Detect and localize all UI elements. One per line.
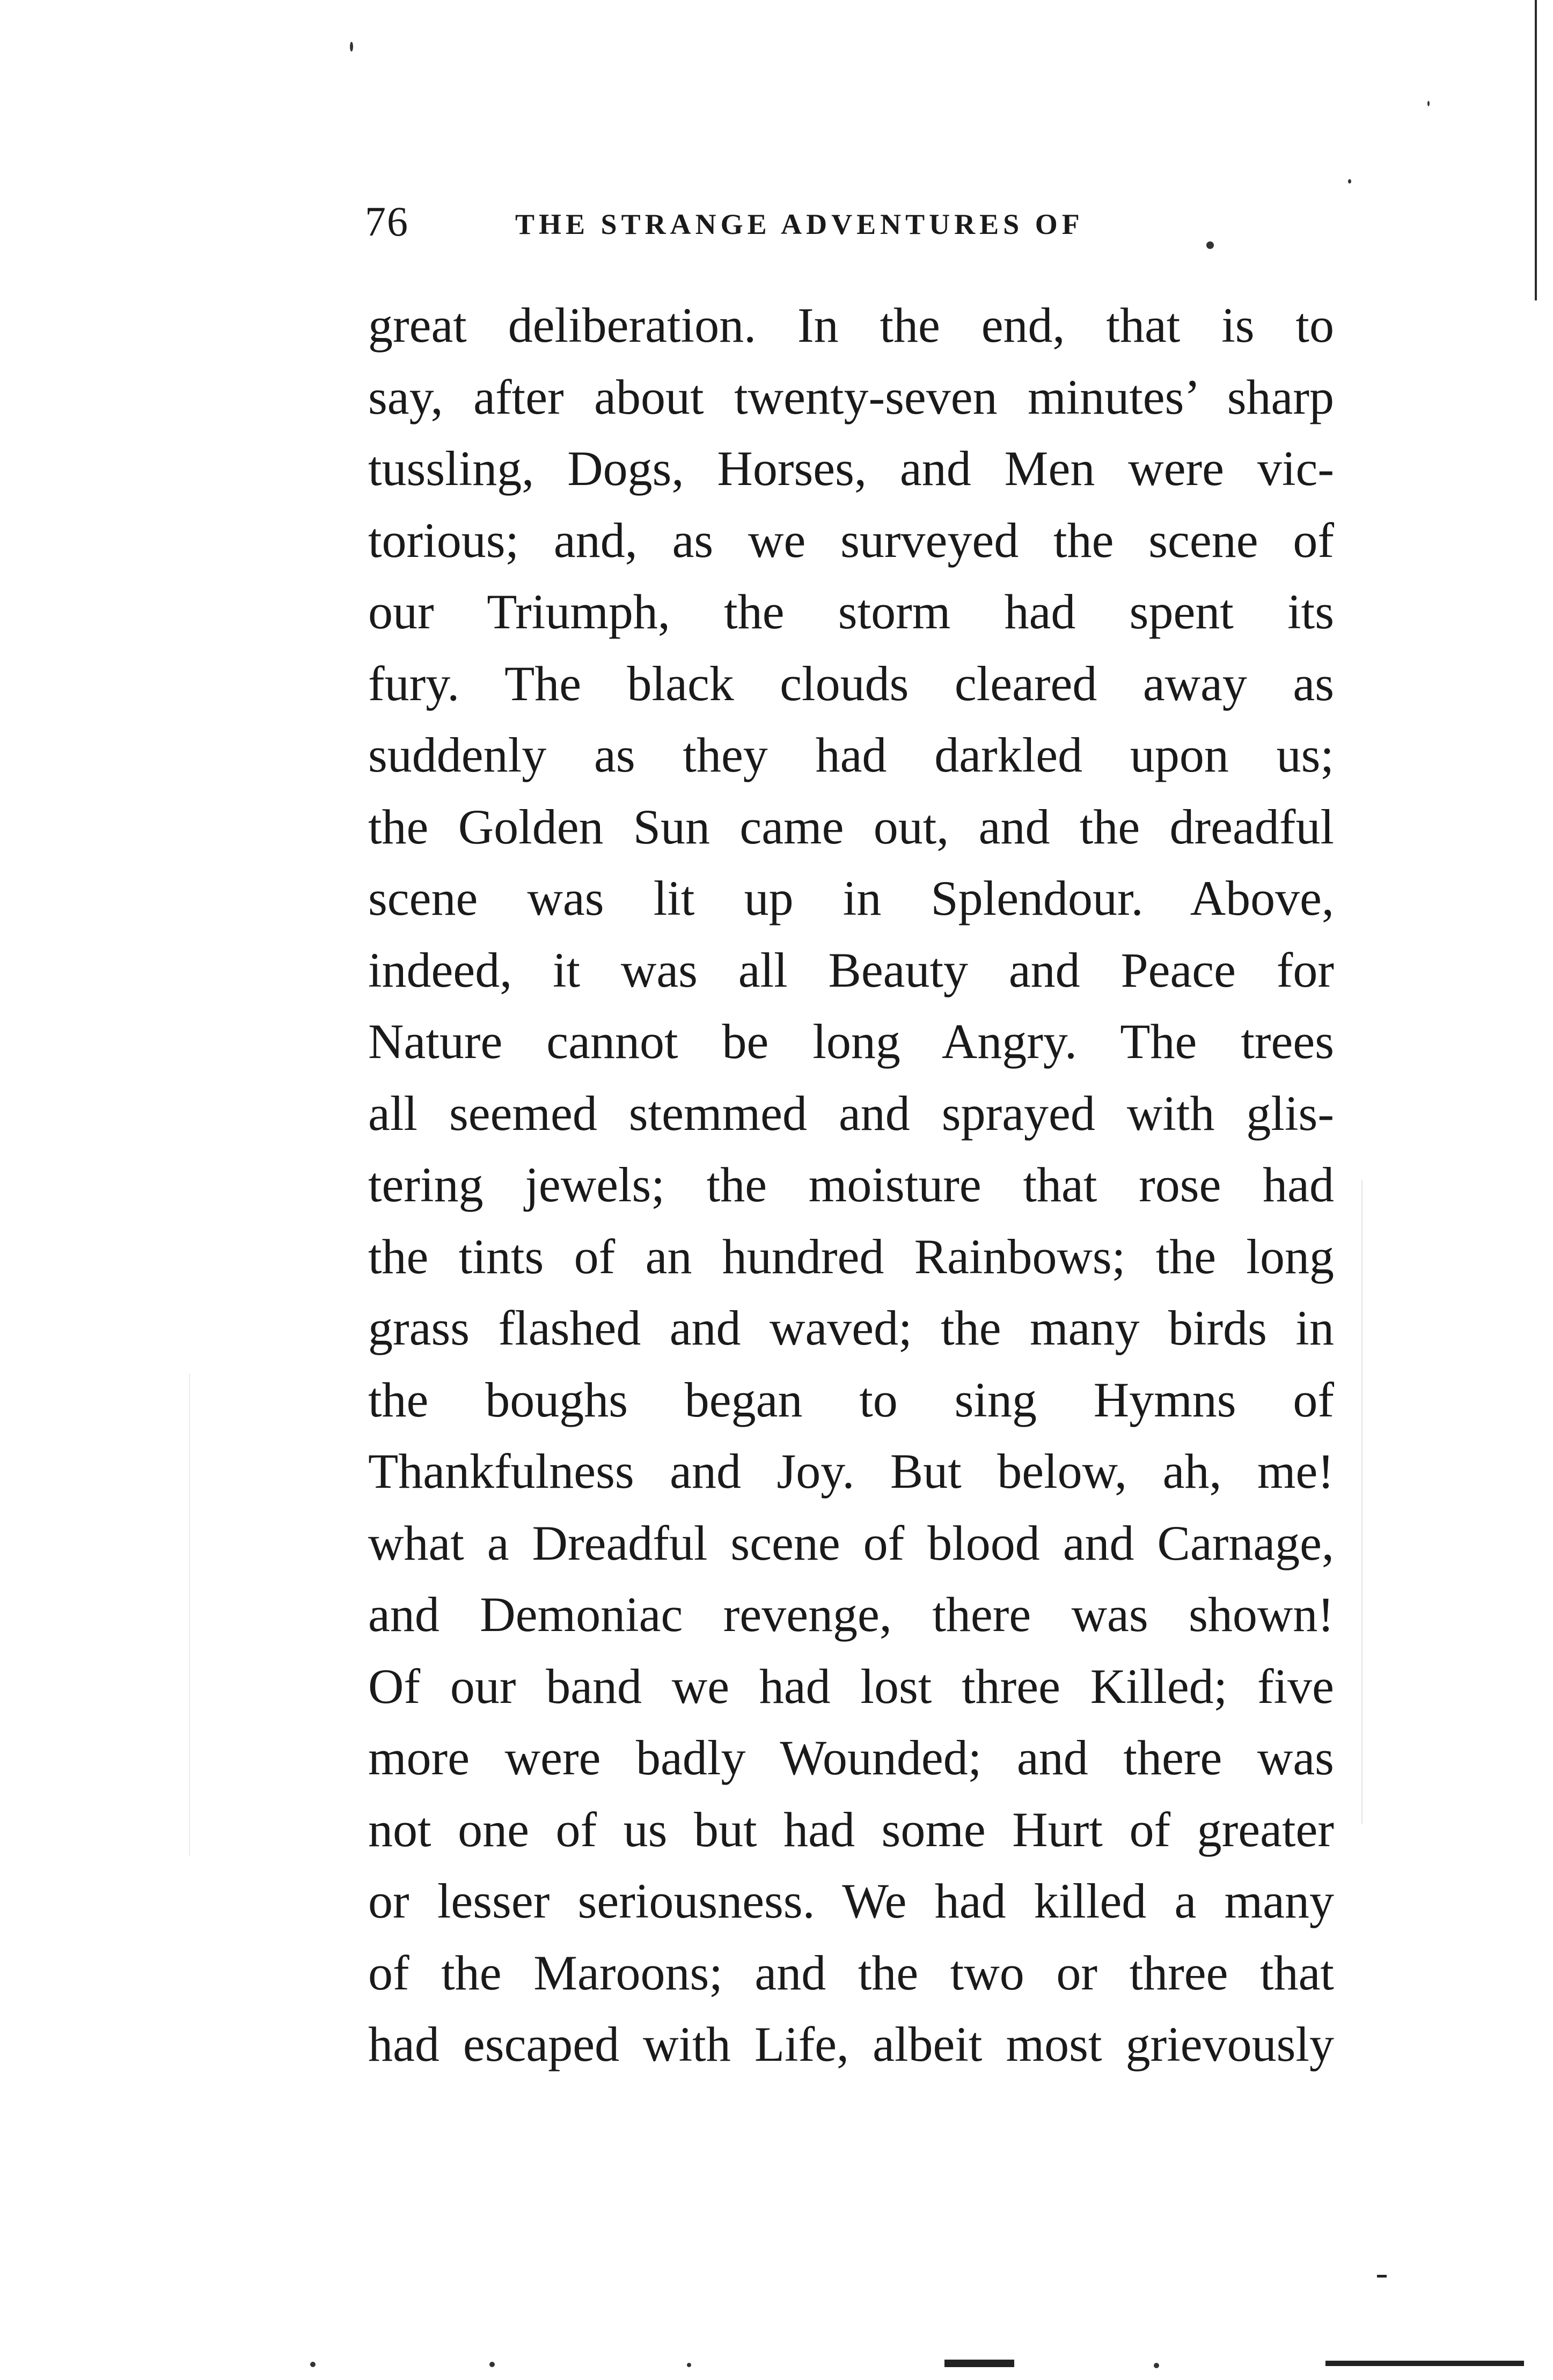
text-line: suddenly as they had darkled upon us; [368, 728, 1334, 782]
scan-fold-line [1361, 1180, 1362, 1824]
running-head: THE STRANGE ADVENTURES OF [515, 208, 1084, 240]
text-line: Thankfulness and Joy. But below, ah, me! [368, 1444, 1334, 1498]
text-line: indeed, it was all Beauty and Peace for [368, 942, 1334, 997]
text-line: had escaped with Life, albeit most grievously [368, 2017, 1334, 2072]
text-line: grass flashed and waved; the many birds in [368, 1301, 1334, 1355]
body-text [368, 290, 1334, 2081]
text-line: tering jewels; the moisture that rose had [368, 1157, 1334, 1212]
text-line: fury. The black clouds cleared away as [368, 656, 1334, 711]
scan-speck [310, 2362, 316, 2367]
scan-speck [489, 2362, 495, 2367]
text-line: scene was lit up in Splendour. Above, [368, 871, 1334, 925]
text-line: all seemed stemmed and sprayed with glis- [368, 1085, 1334, 1141]
scan-speck [350, 42, 353, 52]
text-line: or lesser seriousness. We had killed a many [368, 1874, 1334, 1928]
text-line: torious; and, as we surveyed the scene of [368, 512, 1334, 568]
page-header [365, 192, 1224, 251]
text-line: more were badly Wounded; and there was [368, 1730, 1334, 1785]
scan-speck [1154, 2363, 1159, 2368]
text-line: and Demoniac revenge, there was shown! [368, 1587, 1334, 1642]
text-line: what a Dreadful scene of blood and Carnage, [368, 1515, 1334, 1570]
text-line: our Triumph, the storm had spent its [368, 584, 1334, 639]
text-line: the Golden Sun came out, and the dreadful [368, 799, 1334, 854]
text-line: not one of us but had some Hurt of greater [368, 1802, 1334, 1857]
scan-margin-line [189, 1373, 190, 1856]
scan-bottom-mark [1377, 2275, 1387, 2278]
page-number: 76 [365, 198, 409, 245]
text-line: Of our band we had lost three Killed; five [368, 1658, 1334, 1714]
text-line: say, after about twenty-seven minutes’ sharp [368, 369, 1334, 424]
scan-speck [687, 2363, 691, 2367]
text-line: the boughs began to sing Hymns of [368, 1372, 1334, 1427]
text-line: Nature cannot be long Angry. The trees [368, 1014, 1334, 1069]
text-line: the tints of an hundred Rainbows; the long [368, 1229, 1334, 1284]
scan-speck [1427, 101, 1430, 106]
text-line: of the Maroons; and the two or three that [368, 1945, 1334, 2000]
text-line: great deliberation. In the end, that is to [368, 298, 1334, 352]
text-line: tussling, Dogs, Horses, and Men were vic- [368, 441, 1334, 496]
scan-bottom-mark [944, 2360, 1014, 2367]
scan-bottom-mark [1325, 2361, 1524, 2366]
scan-speck [1348, 179, 1351, 183]
scan-edge-line [1535, 0, 1537, 300]
